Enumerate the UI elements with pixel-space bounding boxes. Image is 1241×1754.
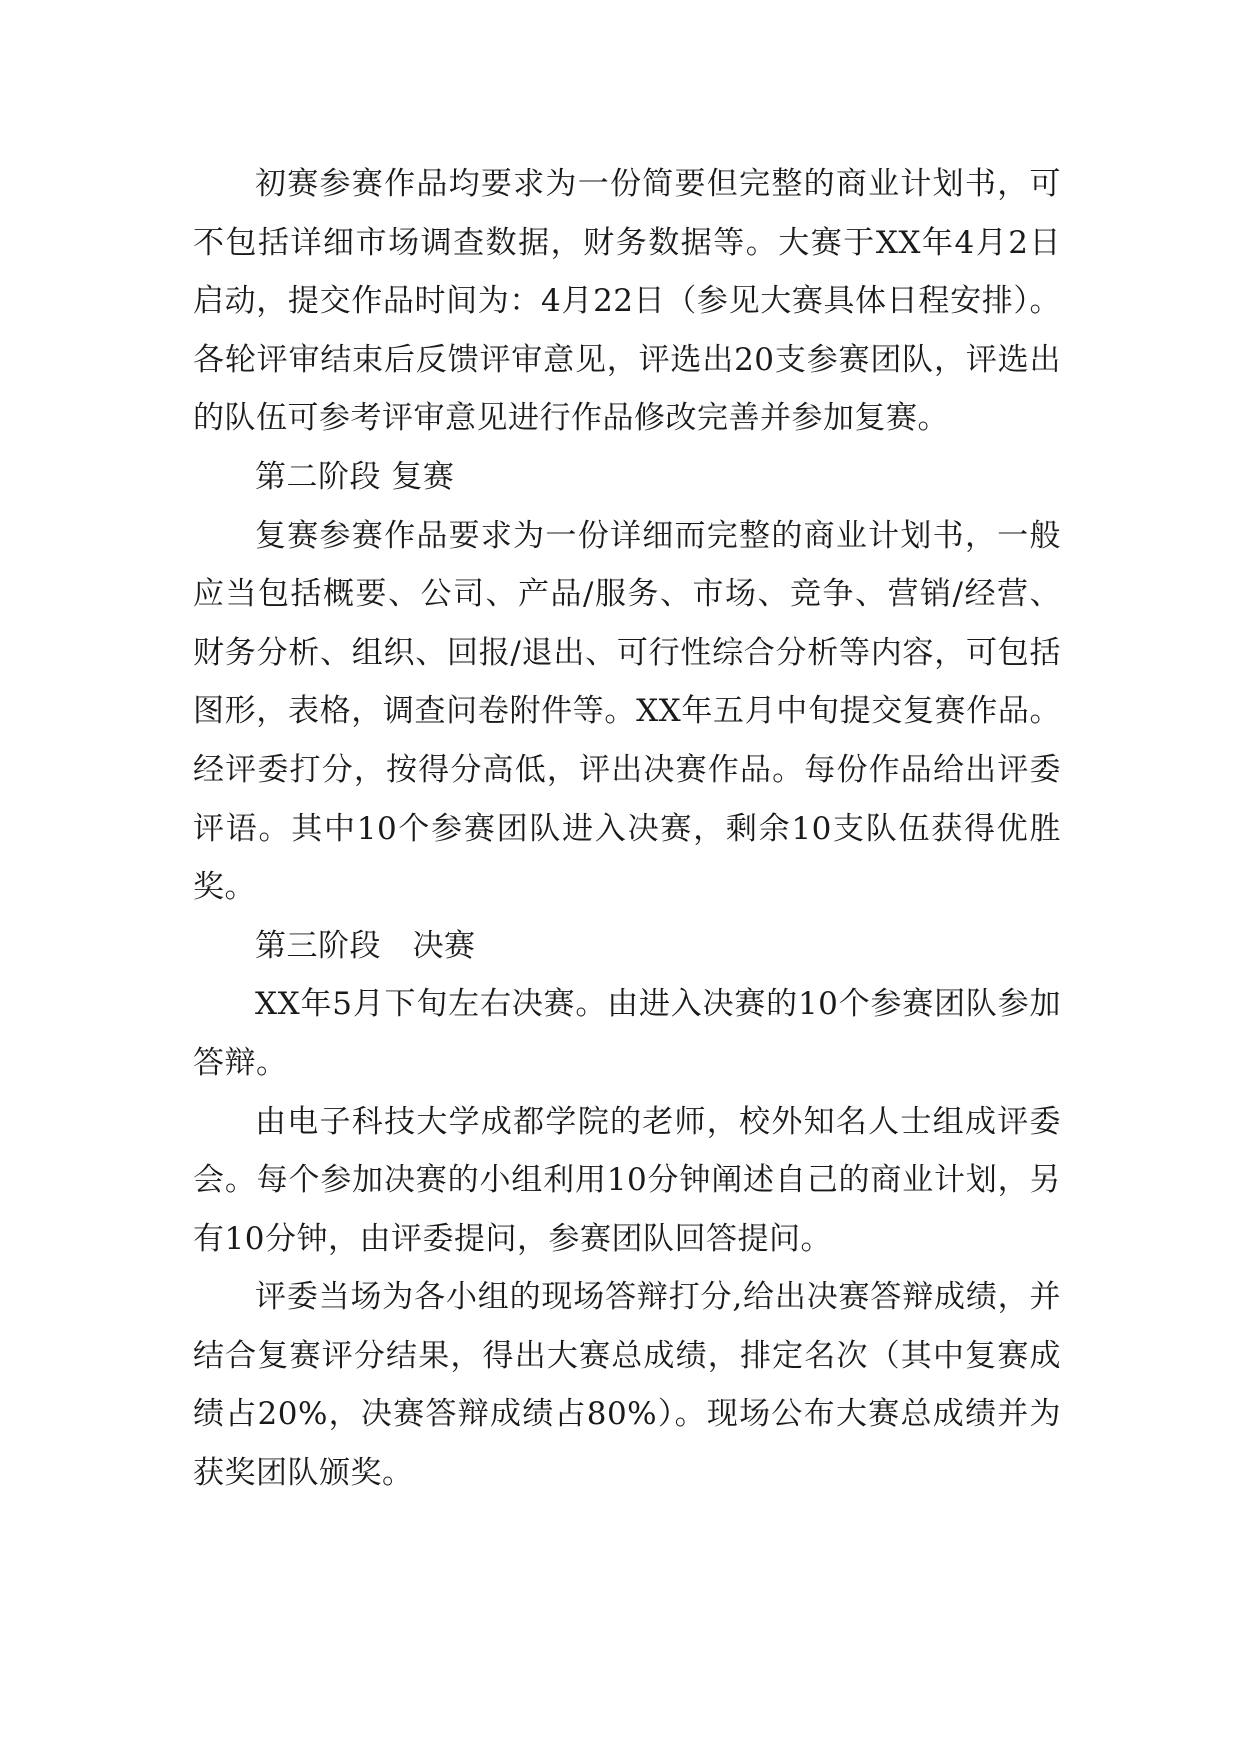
paragraph-scoring: 评委当场为各小组的现场答辩打分,给出决赛答辩成绩，并结合复赛评分结果，得出大赛总成绩，排定名次（其中复赛成绩占20%，决赛答辩成绩占80%）。现场公布大赛总成绩并为获奖团队颁奖。: [193, 1279, 1061, 1492]
heading-stage-two-semifinal: 第二阶段 复赛: [255, 458, 455, 495]
paragraph-judging-committee: 由电子科技大学成都学院的老师，校外知名人士组成评委会。每个参加决赛的小组利用10分钟阐述自己的商业计划，另有10分钟，由评委提问，参赛团队回答提问。: [193, 1103, 1061, 1257]
paragraph-final-schedule: XX年5月下旬左右决赛。由进入决赛的10个参赛团队参加答辩。: [193, 986, 1061, 1081]
heading-stage-three-final: 第三阶段 决赛: [255, 927, 476, 964]
document-body: [193, 155, 1061, 1503]
paragraph-semifinal: 复赛参赛作品要求为一份详细而完整的商业计划书，一般应当包括概要、公司、产品/服务、市场、竞争、营销/经营、财务分析、组织、回报/退出、可行性综合分析等内容，可包括图形，表格，调查问卷附件等。XX年五月中旬提交复赛作品。经评委打分，按得分高低，评出决赛作品。每份作品给出评委评语。其中10个参赛团队进入决赛，剩余10支队伍获得优胜奖。: [193, 517, 1061, 906]
paragraph-preliminary-round: 初赛参赛作品均要求为一份简要但完整的商业计划书，可不包括详细市场调查数据，财务数据等。大赛于XX年4月2日启动，提交作品时间为：4月22日（参见大赛具体日程安排）。各轮评审结束后反馈评审意见，评选出20支参赛团队，评选出的队伍可参考评审意见进行作品修改完善并参加复赛。: [193, 166, 1061, 437]
